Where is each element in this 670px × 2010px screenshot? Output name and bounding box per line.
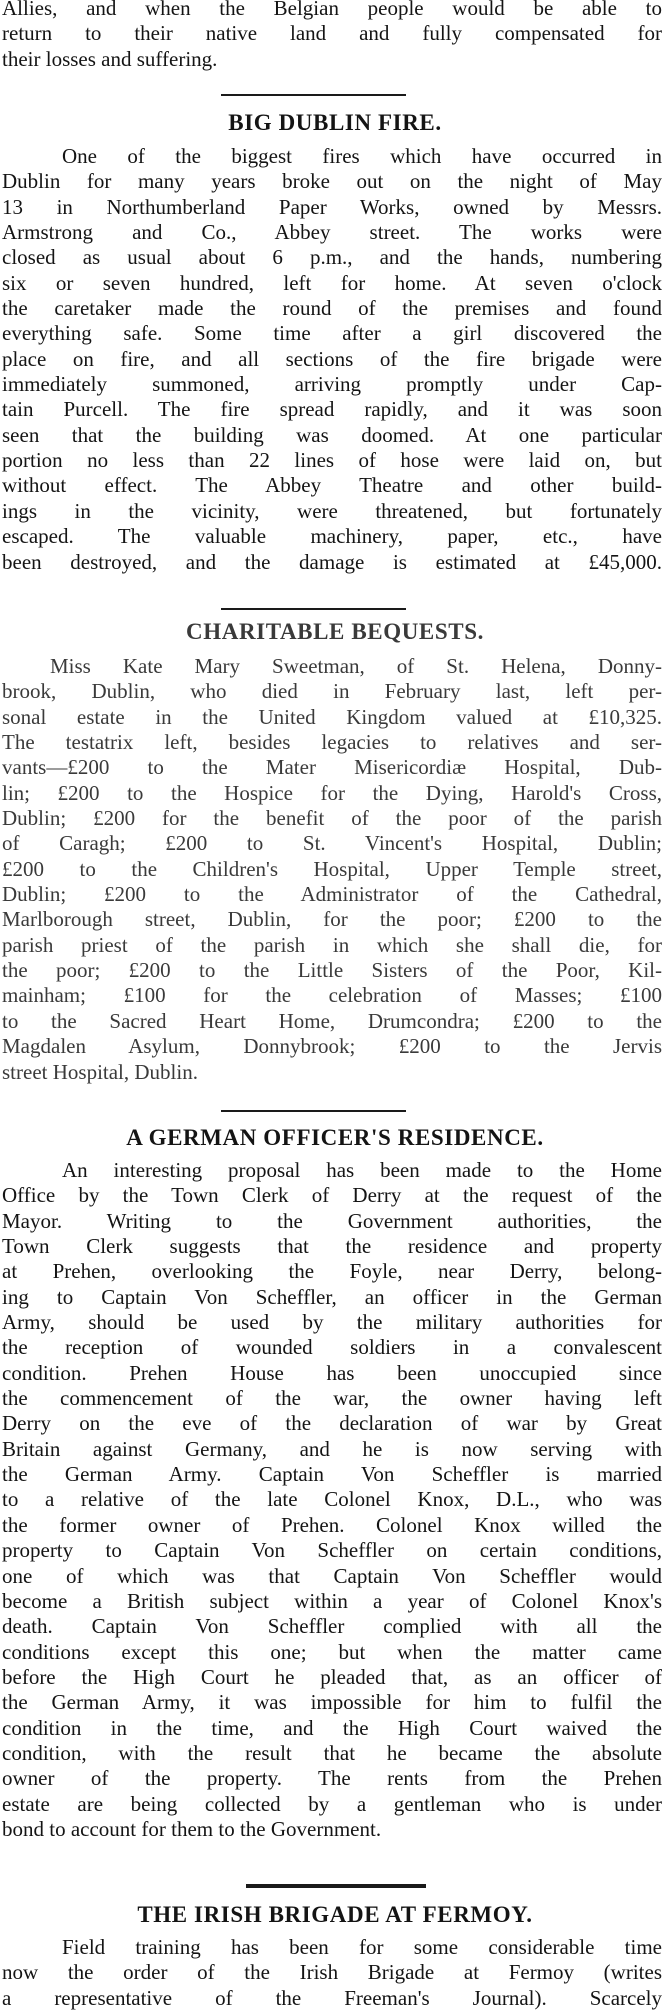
text-line: their losses and suffering.: [2, 46, 218, 71]
text-line: £200 to the Children's Hospital, Upper Temple street,: [2, 856, 662, 881]
text-line: Dublin; £200 for the benefit of the poor of the parish: [2, 806, 662, 831]
text-line: become a British subject within a year of Colonel Knox's: [2, 1588, 662, 1613]
text-line: seen that the building was doomed. At one particular: [2, 422, 662, 447]
section-divider: [246, 1884, 426, 1888]
text-line: Armstrong and Co., Abbey street. The works were: [2, 220, 662, 245]
section-divider: [221, 1110, 406, 1112]
text-line: One of the biggest fires which have occurred in: [62, 144, 662, 168]
text-line: the reception of wounded soldiers in a convalescent: [2, 1335, 662, 1360]
text-line: condition in the time, and the High Court waived the: [2, 1715, 662, 1740]
text-line: condition, with the result that he became the absolute: [2, 1740, 662, 1765]
text-line: return to their native land and fully compensated for: [2, 21, 662, 46]
section-divider: [221, 608, 406, 610]
text-line: Allies, and when the Belgian people would be able to: [2, 0, 662, 20]
text-line: ings in the vicinity, were threatened, but fortunately: [2, 498, 662, 523]
text-line: the caretaker made the round of the premises and found: [2, 296, 662, 321]
text-line: Mayor. Writing to the Government authorities, the: [2, 1208, 662, 1233]
text-line: estate are being collected by a gentleman who is under: [2, 1791, 662, 1816]
text-line: ing to Captain Von Scheffler, an officer in the German: [2, 1284, 662, 1309]
text-line: the poor; £200 to the Little Sisters of the Poor, Kil-: [2, 958, 662, 983]
text-line: Miss Kate Mary Sweetman, of St. Helena, Donny-: [50, 654, 662, 678]
text-line: owner of the property. The rents from the Prehen: [2, 1766, 662, 1791]
text-line: six or seven hundred, left for home. At seven o'clock: [2, 270, 662, 295]
article-big-dublin-fire: [2, 144, 670, 575]
text-line: parish priest of the parish in which she shall die, for: [2, 932, 662, 957]
text-line: everything safe. Some time after a girl discovered the: [2, 321, 662, 346]
text-line: property to Captain Von Scheffler on certain conditions,: [2, 1538, 662, 1563]
text-line: the German Army, it was impossible for him to fulfil the: [2, 1690, 662, 1715]
text-line: Field training has been for some considerable time: [62, 1935, 662, 1959]
section-heading-big-dublin-fire: BIG DUBLIN FIRE.: [228, 110, 442, 135]
text-line: Dublin for many years broke out on the night of May: [2, 169, 662, 194]
text-line: been destroyed, and the damage is estimated at £45,000.: [2, 549, 662, 574]
text-line: the former owner of Prehen. Colonel Knox willed the: [2, 1512, 662, 1537]
text-line: death. Captain Von Scheffler complied with all the: [2, 1614, 662, 1639]
text-line: at Prehen, overlooking the Foyle, near Derry, belong-: [2, 1259, 662, 1284]
text-line: street Hospital, Dublin.: [2, 1059, 198, 1084]
text-line: bond to account for them to the Government.: [2, 1816, 382, 1841]
text-line: brook, Dublin, who died in February last, left per-: [2, 679, 662, 704]
text-line: Dublin; £200 to the Administrator of the Cathedral,: [2, 882, 662, 907]
text-line: Army, should be used by the military authorities for: [2, 1310, 662, 1335]
text-line: escaped. The valuable machinery, paper, etc., have: [2, 524, 662, 549]
text-line: before the High Court he pleaded that, as an officer of: [2, 1664, 662, 1689]
text-line: conditions except this one; but when the matter came: [2, 1639, 662, 1664]
section-heading-irish-brigade-fermoy: THE IRISH BRIGADE AT FERMOY.: [137, 1902, 533, 1927]
text-line: a representative of the Freeman's Journal). Scarcely: [2, 1985, 662, 2010]
text-line: Britain against Germany, and he is now serving with: [2, 1436, 662, 1461]
text-line: mainham; £100 for the celebration of Masses; £100: [2, 983, 662, 1008]
text-line: Office by the Town Clerk of Derry at the request of the: [2, 1183, 662, 1208]
text-line: immediately summoned, arriving promptly under Cap-: [2, 372, 662, 397]
text-line: to the Sacred Heart Home, Drumcondra; £200 to the: [2, 1008, 662, 1033]
section-heading-charitable-bequests: CHARITABLE BEQUESTS.: [186, 619, 484, 644]
text-line: vants—£200 to the Mater Misericordiæ Hospital, Dub-: [2, 755, 662, 780]
article-charitable-bequests: [2, 654, 670, 1085]
text-line: the German Army. Captain Von Scheffler is married: [2, 1462, 662, 1487]
text-line: Marlborough street, Dublin, for the poor; £200 to the: [2, 907, 662, 932]
text-line: to a relative of the late Colonel Knox, D.L., who was: [2, 1487, 662, 1512]
text-line: The testatrix left, besides legacies to relatives and ser-: [2, 730, 662, 755]
text-line: of Caragh; £200 to St. Vincent's Hospital, Dublin;: [2, 831, 662, 856]
text-line: Derry on the eve of the declaration of war by Great: [2, 1411, 662, 1436]
section-heading-german-officers-residence: A GERMAN OFFICER'S RESIDENCE.: [126, 1125, 544, 1150]
text-line: An interesting proposal has been made to the Home: [62, 1158, 662, 1182]
text-line: now the order of the Irish Brigade at Fermoy (writes: [2, 1960, 662, 1985]
text-line: Town Clerk suggests that the residence and property: [2, 1234, 662, 1259]
text-line: sonal estate in the United Kingdom valued at £10,325.: [2, 704, 662, 729]
text-line: tain Purcell. The fire spread rapidly, and it was soon: [2, 397, 662, 422]
text-line: the commencement of the war, the owner having left: [2, 1386, 662, 1411]
text-line: place on fire, and all sections of the fire brigade were: [2, 346, 662, 371]
text-line: Magdalen Asylum, Donnybrook; £200 to the Jervis: [2, 1034, 662, 1059]
text-line: without effect. The Abbey Theatre and other build-: [2, 473, 662, 498]
text-line: one of which was that Captain Von Scheffler would: [2, 1563, 662, 1588]
text-line: closed as usual about 6 p.m., and the hands, numbering: [2, 245, 662, 270]
text-line: portion no less than 22 lines of hose were laid on, but: [2, 448, 662, 473]
section-divider: [221, 94, 406, 96]
article-german-officers-residence: [2, 1158, 670, 1842]
article-irish-brigade-fermoy: [2, 1935, 670, 2010]
intro-paragraph: [2, 0, 670, 72]
text-line: lin; £200 to the Hospice for the Dying, Harold's Cross,: [2, 780, 662, 805]
text-line: 13 in Northumberland Paper Works, owned by Messrs.: [2, 194, 662, 219]
text-line: condition. Prehen House has been unoccupied since: [2, 1360, 662, 1385]
